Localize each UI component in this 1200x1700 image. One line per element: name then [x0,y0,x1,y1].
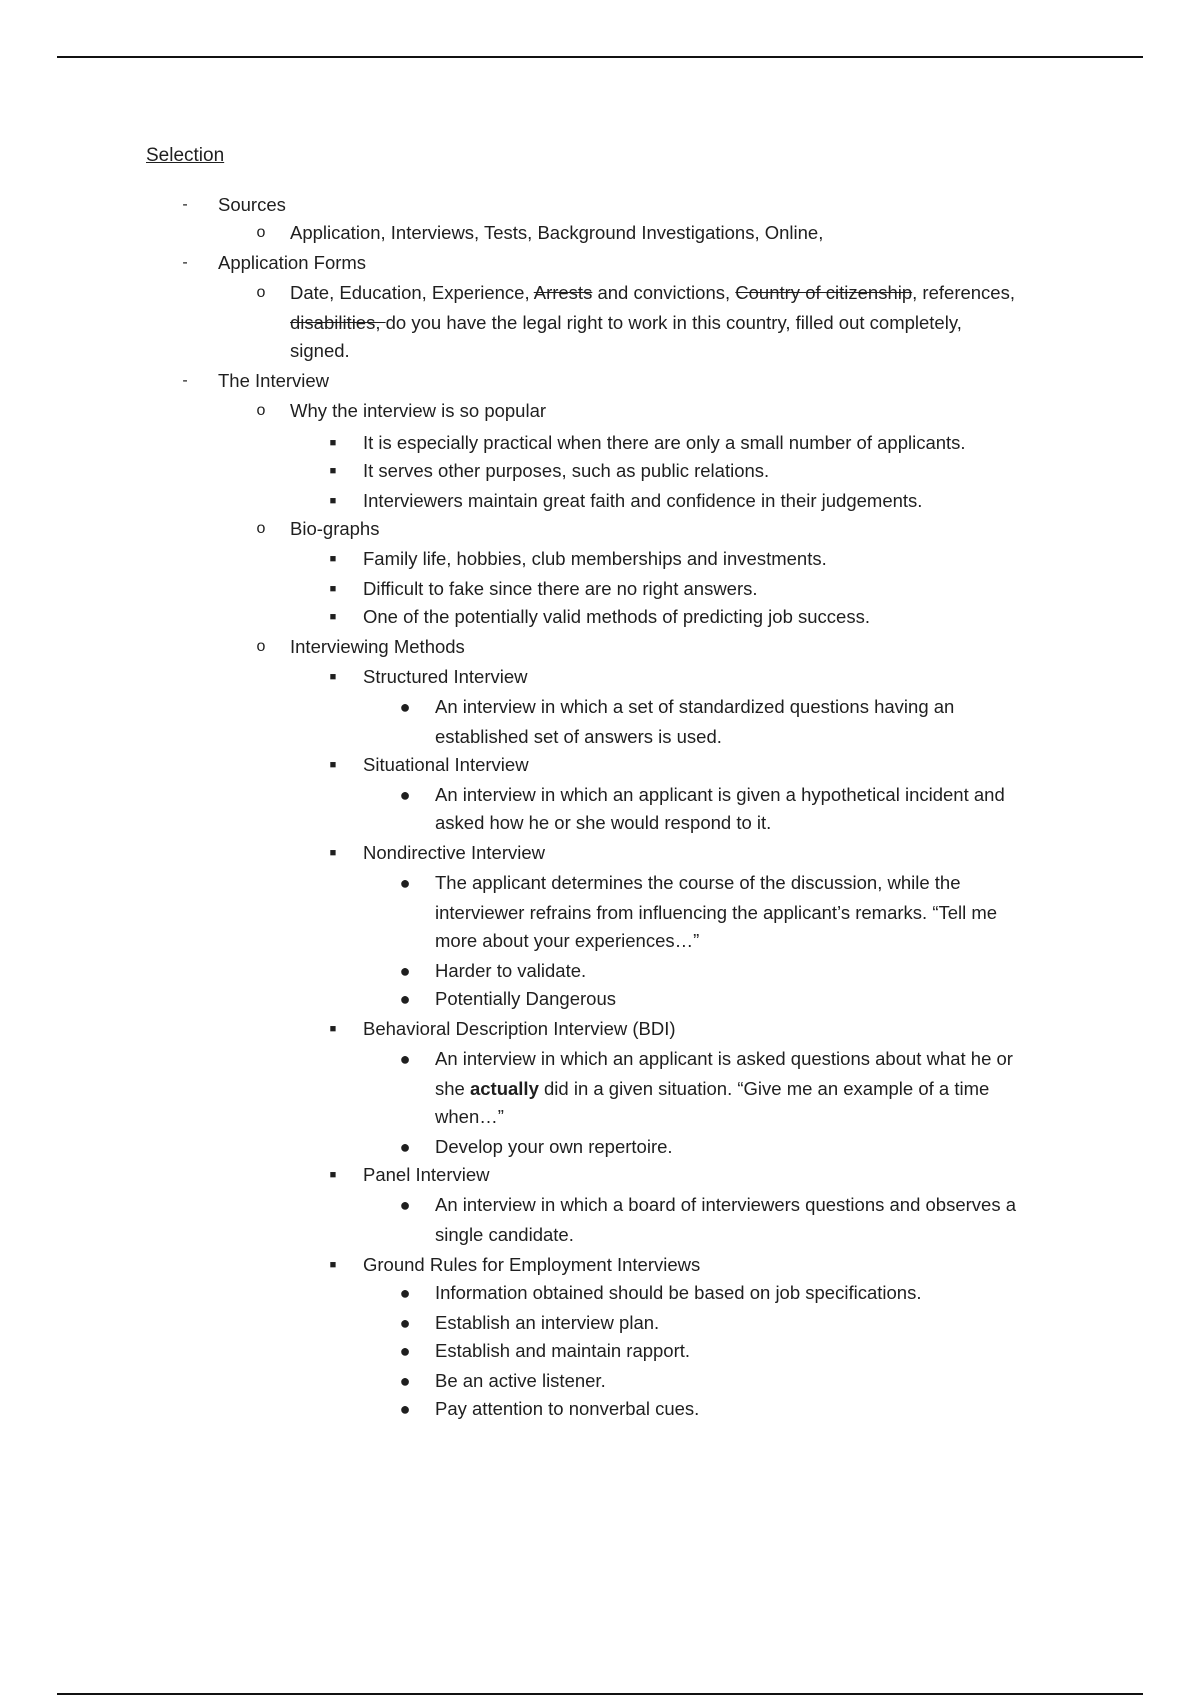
method-description: An interview in which a board of interviewers questions and observes a [435,1194,1017,1215]
list-item: Establish an interview plan. [435,1312,660,1333]
dot-bullet: ● [399,1371,411,1391]
text-run: Date, Education, Experience, [290,282,534,303]
method-description: The applicant determines the course of the discussion, while the [435,872,961,893]
list-item: Interviewers maintain great faith and confidence in their judgements. [363,490,923,511]
dot-bullet: ● [399,961,411,981]
list-item: Information obtained should be based on job specifications. [435,1282,922,1303]
dot-bullet: ● [399,1137,411,1157]
list-item: Family life, hobbies, club memberships and investments. [363,548,827,569]
square-bullet: ■ [329,1259,337,1271]
struck-text: Country of citizenship [735,282,913,303]
square-bullet: ■ [329,847,337,859]
page-title: Selection [146,145,225,166]
method-bdi: Behavioral Description Interview (BDI) [363,1018,676,1039]
list-item: Potentially Dangerous [435,988,616,1009]
method-description: single candidate. [435,1224,574,1245]
dot-bullet: ● [399,1195,411,1215]
dot-bullet: ● [399,989,411,1009]
application-forms-line-2 [290,309,962,337]
method-situational-interview: Situational Interview [363,754,529,775]
square-bullet: ■ [329,759,337,771]
dot-bullet: ● [399,873,411,893]
square-bullet: ■ [329,611,337,623]
list-item: Be an active listener. [435,1370,606,1391]
emphasis-text: actually [469,1078,539,1099]
dash-bullet: - [182,196,188,213]
section-application-forms: Application Forms [218,252,367,273]
list-item: It is especially practical when there are only a small number of applicants. [363,432,966,453]
text-run: she [435,1078,470,1099]
text-run: do you have the legal right to work in this country, filled out completely, [385,312,962,333]
square-bullet: ■ [329,671,337,683]
list-item: Harder to validate. [435,960,587,981]
dot-bullet: ● [399,697,411,717]
circle-bullet: o [256,402,266,419]
subsection-bio-graphs: Bio-graphs [290,518,380,539]
method-description: more about your experiences…” [435,930,700,951]
list-item: Develop your own repertoire. [435,1136,673,1157]
application-forms-line-3: signed. [290,340,350,361]
dot-bullet: ● [399,1283,411,1303]
section-the-interview: The Interview [218,370,330,391]
method-description: interviewer refrains from influencing the applicant’s remarks. “Tell me [435,902,998,923]
dash-bullet: - [182,254,188,271]
circle-bullet: o [256,224,266,241]
method-description [435,1075,989,1103]
method-description: established set of answers is used. [435,726,722,747]
subsection-why-popular: Why the interview is so popular [290,400,547,421]
square-bullet: ■ [329,553,337,565]
dot-bullet: ● [399,1399,411,1419]
subsection-interviewing-methods: Interviewing Methods [290,636,465,657]
method-description: An interview in which an applicant is asked questions about what he or [435,1048,1013,1069]
square-bullet: ■ [329,583,337,595]
circle-bullet: o [256,520,266,537]
list-item: Difficult to fake since there are no right answers. [363,578,758,599]
dot-bullet: ● [399,1313,411,1333]
square-bullet: ■ [329,465,337,477]
sources-list-item: Application, Interviews, Tests, Background Investigations, Online, [290,222,824,243]
struck-text: Arrests [533,282,593,303]
struck-text: disabilities, [290,312,386,333]
square-bullet: ■ [329,495,337,507]
method-ground-rules: Ground Rules for Employment Interviews [363,1254,701,1275]
text-run: , references, [912,282,1015,303]
method-description: An interview in which a set of standardized questions having an [435,696,955,717]
dot-bullet: ● [399,1341,411,1361]
text-run: did in a given situation. “Give me an example of a time [538,1078,990,1099]
method-description: An interview in which an applicant is given a hypothetical incident and [435,784,1005,805]
list-item: Pay attention to nonverbal cues. [435,1398,700,1419]
square-bullet: ■ [329,1023,337,1035]
text-run: and convictions, [592,282,736,303]
list-item: It serves other purposes, such as public relations. [363,460,770,481]
section-sources: Sources [218,194,286,215]
dot-bullet: ● [399,1049,411,1069]
list-item: Establish and maintain rapport. [435,1340,691,1361]
square-bullet: ■ [329,1169,337,1181]
bottom-page-rule [57,1693,1143,1695]
square-bullet: ■ [329,437,337,449]
method-structured-interview: Structured Interview [363,666,528,687]
dash-bullet: - [182,372,188,389]
method-description: when…” [435,1106,504,1127]
method-description: asked how he or she would respond to it. [435,812,772,833]
circle-bullet: o [256,638,266,655]
application-forms-line-1 [290,279,1015,307]
method-nondirective-interview: Nondirective Interview [363,842,545,863]
dot-bullet: ● [399,785,411,805]
top-page-rule [57,56,1143,58]
circle-bullet: o [256,284,266,301]
method-panel-interview: Panel Interview [363,1164,490,1185]
list-item: One of the potentially valid methods of predicting job success. [363,606,870,627]
